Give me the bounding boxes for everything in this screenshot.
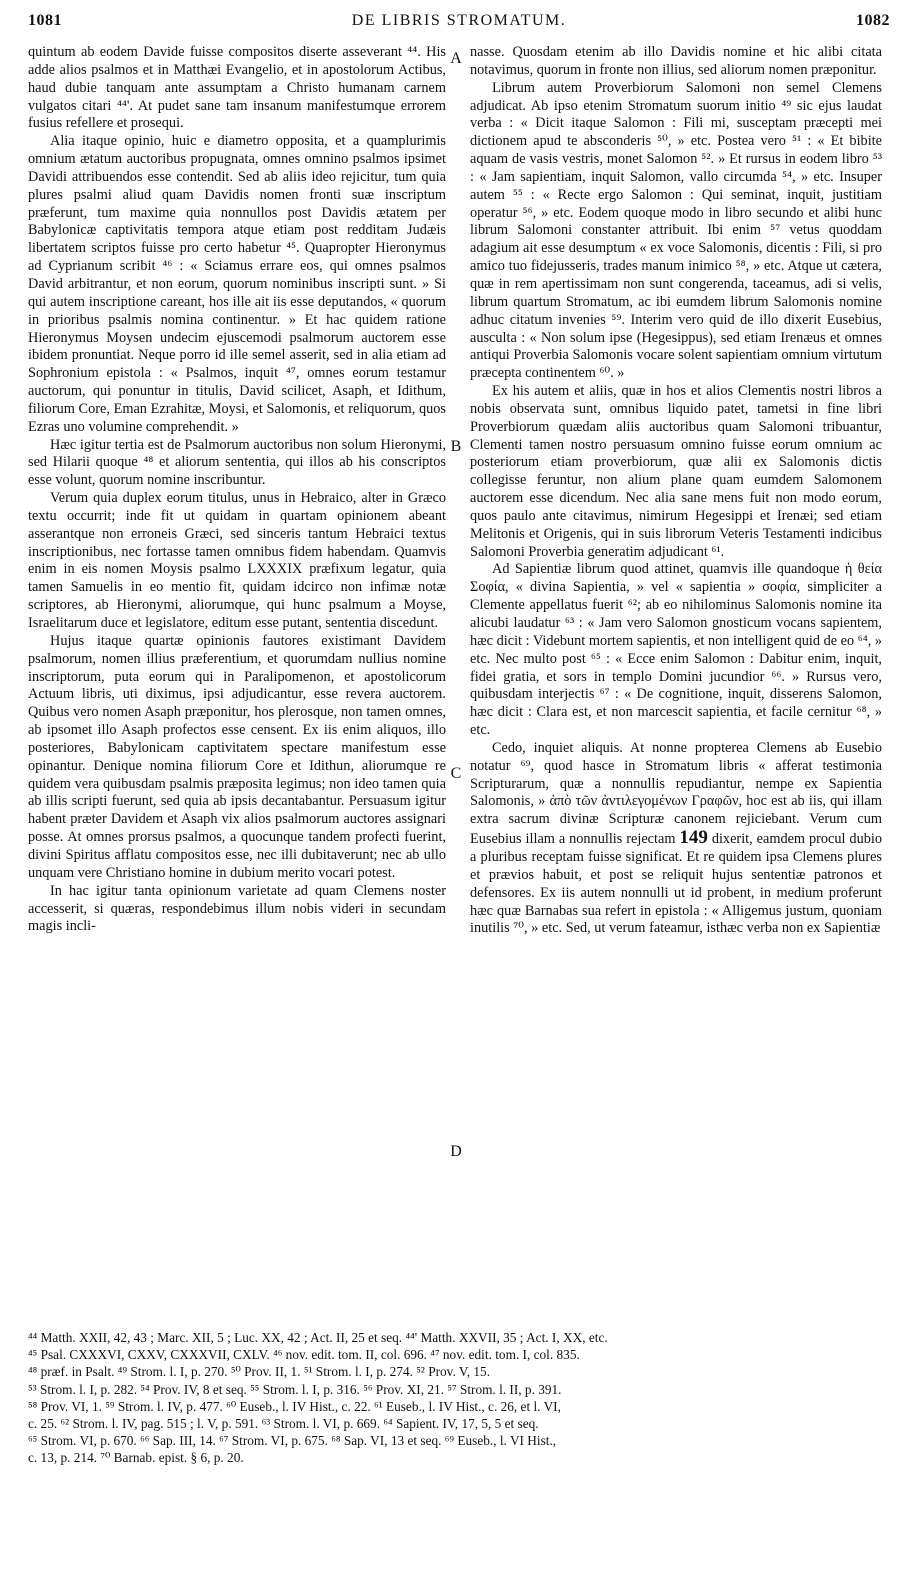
paragraph: nasse. Quosdam etenim ab illo Davidis nomine et hic alibi citata notavimus, quorum in fronte non illius, sed aliorum nomen præponitur. bbox=[470, 44, 882, 78]
paragraph: In hac igitur tanta opinionum varietate ad quam Clemens noster accesserit, si quæras, respondebimus illum nobis videri in secundam magis incli- bbox=[28, 882, 446, 935]
left-column bbox=[28, 44, 446, 936]
paragraph: Verum quia duplex eorum titulus, unus in Hebraico, alter in Græco textu occurrit; inde fit ut quidam in quartam opinionem abeant asserantque non erroneis Græci, sed sinceris tantum Hebraici textus inscriptionibus, nec fortasse tamen omnibus fidem habendam. Quamvis enim in eis nomen Moysis psalmo LXXXIX præfixum legatur, quia tamen Samuelis in eo mentio fit, quidam idcirco non infimæ notæ scriptores, ab Hieronymi, aliorumque, qui hunc psalmum a Moyse, Israelitarum duce et legislatore, editum esse putant, sententia discedunt. bbox=[28, 490, 446, 631]
paragraph: quintum ab eodem Davide fuisse compositos diserte asseverant ⁴⁴. His adde alios psalmos et in Matthæi Evangelio, et in apostolorum Actibus, haud dubie tanquam ante assumptam a Christo humanam carnem vulgatos citari ⁴⁴'. At pudet sane tam insanum manifestumque errorem fusius refellere et prosequi. bbox=[28, 44, 446, 132]
edition-page-marker: 149 bbox=[679, 827, 708, 849]
paragraph: Librum autem Proverbiorum Salomoni non semel Clemens adjudicat. Ab ipso etenim Stromatum suorum initio ⁴⁹ sic ejus laudat verba : « Dicit itaque Salomon : Fili mi, susceptam præcepti mei dictionem apud te absconderis ⁵⁰, » etc. Postea vero ⁵¹ : « Et bibite aquam de vasis vestris, monet Salomon ⁵². » Et rursus in eodem libro ⁵³ : « Jam sapientiam, inquit Salomon, vallo circumda ⁵⁴, » etc. Insuper autem ⁵⁵ : « Recte ergo Salomon : Qui seminat, inquit, justitiam operatur ⁵⁶, » etc. Eodem quoque modo in libro secundo et alibi hunc librum Salomoni constanter attribuit. Ibi enim ⁵⁷ vetus quoddam adagium ait esse desumptum « ex voce Salomonis, dicentis : Fili, si pro amico tuo fidejusseris, trades manum inimico ⁵⁸, » etc. Atque ut cætera, quæ in rem apertissimam non sunt congerenda, taceamus, adi si velis, librum quartum Stromatum, ac ibi eumdem librum Salomonis nomine adhuc citatum invenies ⁵⁹. Interim vero quid de illo dixerit Eusebius, ausculta : « Non solum ipse (Hegesippus), sed etiam Irenæus et omnes antiqui Proverbia Salomonis vocare solent sapientiam omnium virtutum præcepta continentem ⁶⁰. » bbox=[470, 79, 882, 382]
paragraph: Hæc igitur tertia est de Psalmorum auctoribus non solum Hieronymi, sed Hilarii quoque ⁴⁸ et aliorum sententia, qui illos ab his conscriptos esse volunt, quorum nomine inscribuntur. bbox=[28, 436, 446, 489]
paragraph: Alia itaque opinio, huic e diametro opposita, et a quamplurimis omnium ætatum auctoribus propugnata, omnes omnino psalmos ipsimet Davidi attribuendos esse contendit. Sed ab aliis ideo rejicitur, tum quia plures psalmi aliud quam Davidis nomen fronti suæ inscriptum præferunt, tum maxime quia nonnullos post Davidis ætatem per Babylonicæ captivitatis tempora atque etiam post redditam Judæis libertatem scriptos fuisse pro certo habetur ⁴⁵. Quapropter Hieronymus ad Cyprianum scribit ⁴⁶ : « Sciamus errare eos, qui omnes psalmos David arbitrantur, et non eorum, quorum nominibus inscripti sunt. » Si qui autem inscriptione careant, hos ille ait iis esse deputandos, « quorum in prioribus psalmis nomina continentur. » Et hac quidem ratione Hieronymus Moysen undecim ejuscemodi psalmorum auctorem esse ibidem pronuntiat. Neque porro id ille semel asserit, sed in alia etiam ad Sophronium epistola : « Psalmos, inquit ⁴⁷, omnes eorum testamur auctorum, qui ponuntur in titulis, David scilicet, Asaph, et Idithum, filiorum Core, Eman Ezrahitæ, Moysi, et Salomonis, et reliquorum, quos Ezras uno volumine comprehendit. » bbox=[28, 133, 446, 435]
margin-letter-c: C bbox=[450, 765, 462, 782]
paragraph: Hujus itaque quartæ opinionis fautores existimant Davidem psalmorum, nomen illius præferentium, et quorumdam nullius nomine inscriptorum, puta eorum qui in Paralipomenon, et apostolicorum Actuum libris, uti diximus, ipsi adjudicantur, esse revera auctorem. Quibus vero nomen Asaph præponitur, hos plerosque, non tamen omnes, ab ipsomet illo Asaph profectos esse censent. Ex iis enim aliquos, illo posteriores, Babylonicam captivitatem spectare manifestum esse opinantur. Denique nomina filiorum Core et Idithun, aliorumque re quidem vera quibusdam psalmis præposita legimus; non ideo tamen quia ab illis scripti fuerunt, sed quia ab ipsis decantabantur. Persuasum igitur habent præter Davidem et Asaph vix alios psalmorum auctores assignari posse. At omnes prorsus psalmos, a quocunque tandem profecti fuerint, divini Spiritus afflatu compositos esse, nec illi dubitaverunt; nec ab ullo unquam vere Christiano homine in dubium merito vocari potest. bbox=[28, 632, 446, 881]
margin-letter-d: D bbox=[450, 1143, 462, 1160]
footnote-line: ⁴⁸ præf. in Psalt. ⁴⁹ Strom. l. I, p. 270. ⁵⁰ Prov. II, 1. ⁵¹ Strom. l. I, p. 274. ⁵² Prov. V, 15. bbox=[28, 1364, 491, 1380]
footnote-line: ⁶⁵ Strom. VI, p. 670. ⁶⁶ Sap. III, 14. ⁶⁷ Strom. VI, p. 675. ⁶⁸ Sap. VI, 13 et seq. ⁶⁹ Euseb., l. VI Hist., bbox=[28, 1433, 557, 1449]
paragraph-text: Cedo, inquiet aliquis. At nonne propterea Clemens ab Eusebio notatur ⁶⁹, quod hasce in Stromatum libris « afferat testimonia Scripturarum, quæ a nonnullis repudiantur, nempe ex Sapientia Salomonis, » ἀπὸ τῶν ἀντιλεγομένων Γραφῶν, hoc est ab iis, qui illam extra sacrum divinæ Scripturæ canonem rejiciebant. Verum cum Eusebius illam a nonnullis rejectam bbox=[470, 739, 882, 848]
margin-letter-a: A bbox=[450, 50, 462, 67]
page-number-left: 1081 bbox=[28, 12, 62, 29]
footnote-line: c. 25. ⁶² Strom. l. IV, pag. 515 ; l. V, p. 591. ⁶³ Strom. l. VI, p. 669. ⁶⁴ Sapient. IV, 17, 5, 5 et seq. bbox=[28, 1416, 539, 1432]
running-title: DE LIBRIS STROMATUM. bbox=[351, 12, 567, 29]
paragraph bbox=[470, 740, 882, 938]
paragraph: Ad Sapientiæ librum quod attinet, quamvis ille quandoque ἡ θεία Σοφία, « divina Sapientia, » vel « sapientia » σοφία, simpliciter a Clemente appellatus fuerit ⁶²; ab eo nihilominus Salomonis nomine ita alicubi laudatur ⁶³ : « Jam vero Salomon gnosticum vocans sapientem, hæc dicit : Videbunt mortem sapientis, et non intelligent quid de eo ⁶⁴, » etc. Nec multo post ⁶⁵ : « Ecce enim Salomon : Dabitur enim, inquit, fidei gratia, et sors in templo Domini jucundior ⁶⁶. » Rursus vero, quibusdam interjectis ⁶⁷ : « De cognitione, inquit, disserens Salomon, hæc dicit : Clara est, et non marcescit sapientia, et facile cernitur ⁶⁸, » etc. bbox=[470, 561, 882, 739]
footnotes bbox=[28, 1329, 882, 1467]
footnote-line: c. 13, p. 214. ⁷⁰ Barnab. epist. § 6, p. 20. bbox=[28, 1450, 244, 1466]
footnote-line: ⁵⁸ Prov. VI, 1. ⁵⁹ Strom. l. IV, p. 477. ⁶⁰ Euseb., l. IV Hist., c. 22. ⁶¹ Euseb., l. IV Hist., c. 26, et l. VI, bbox=[28, 1398, 561, 1414]
running-header bbox=[28, 12, 890, 40]
page-number-right: 1082 bbox=[856, 12, 890, 29]
paragraph: Ex his autem et aliis, quæ in hos et alios Clementis nostri libros a nobis observata sunt, omnibus liquido patet, tametsi in fine libri Proverbiorum quædam aliis auctoribus quam Salomoni tribuantur, Clementi tamen nostro persuasum omnino fuisse eorum omnium ac posteriorum etiam proverbiorum, quæ alii ex Salomonis dictis collegisse feruntur, non alium plane quam eumdem Salomonem auctorem esse dicendum. Nec alia sane mens fuit non modo eorum, quos paulo ante citavimus, nimirum Hegesippi et Irenæi; sed etiam Melitonis et Origenis, qui in suis librorum Veteris Testamenti indicibus Salomoni Proverbia generatim adjudicant ⁶¹. bbox=[470, 383, 882, 560]
footnote-line: ⁵³ Strom. l. I, p. 282. ⁵⁴ Prov. IV, 8 et seq. ⁵⁵ Strom. l. I, p. 316. ⁵⁶ Prov. XI, 21. ⁵⁷ Strom. l. II, p. 391. bbox=[28, 1381, 562, 1397]
footnote-line: ⁴⁵ Psal. CXXXVI, CXXV, CXXXVII, CXLV. ⁴⁶ nov. edit. tom. II, col. 696. ⁴⁷ nov. edit. tom. I, col. 835. bbox=[28, 1347, 580, 1363]
footnote-line: ⁴⁴ Matth. XXII, 42, 43 ; Marc. XII, 5 ; Luc. XX, 42 ; Act. II, 25 et seq. ⁴⁴' Matth. XXVII, 35 ; Act. I, XX, etc. bbox=[28, 1330, 608, 1345]
paragraph-text: dixerit, eamdem procul dubio a pluribus receptam fuisse significat. Et re quidem ipsa Clemens plures et prævios habuit, et post se reliquit hujus sententiæ patronos et defensores. Ex iis autem nonnulli ut id probent, in medium proferunt hæc quæ Barnabas sua refert in epistola : « Alligemus justum, quoniam inutilis ⁷⁰, » etc. Sed, ut verum fateamur, isthæc verba non ex Sapientiæ bbox=[470, 831, 882, 937]
right-column bbox=[470, 44, 882, 938]
margin-letter-b: B bbox=[450, 438, 462, 455]
